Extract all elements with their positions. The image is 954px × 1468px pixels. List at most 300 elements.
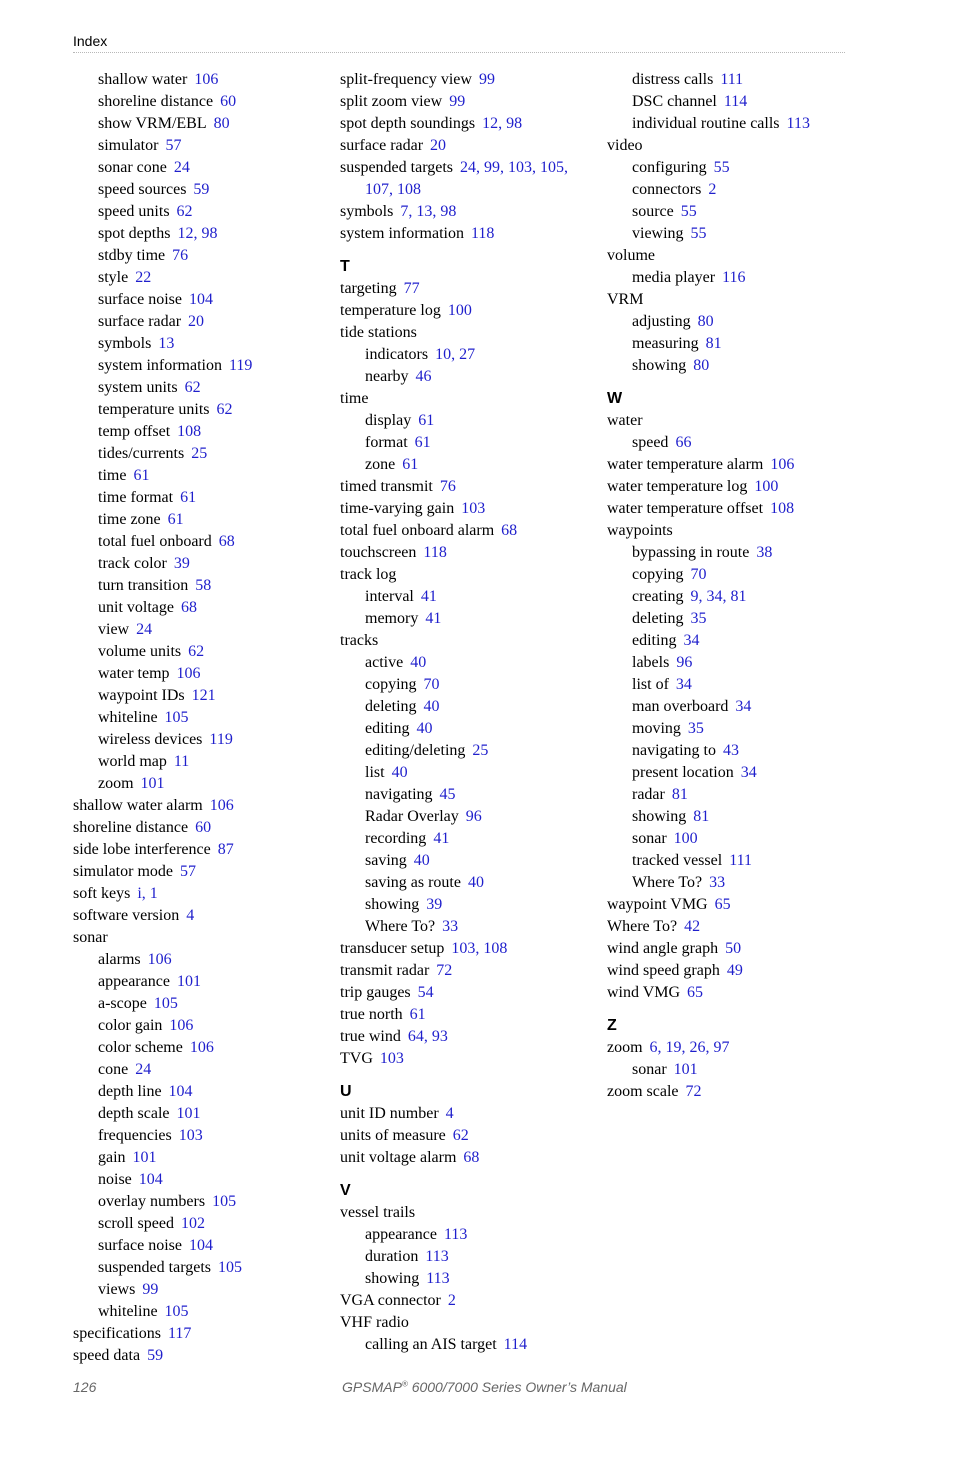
page-references bbox=[424, 676, 440, 693]
page-link[interactable]: 62 bbox=[452, 1127, 469, 1144]
page-link[interactable]: 114 bbox=[723, 93, 748, 110]
page-separator: , bbox=[193, 225, 202, 242]
index-term: speed bbox=[632, 434, 669, 451]
index-term: time bbox=[98, 467, 127, 484]
index-subentry bbox=[73, 1213, 318, 1235]
page-link[interactable]: 121 bbox=[191, 687, 216, 704]
page-link[interactable]: 105 bbox=[212, 1193, 237, 1210]
page-link[interactable]: 113 bbox=[426, 1270, 450, 1287]
page-link[interactable]: 98 bbox=[440, 203, 457, 220]
index-subentry bbox=[73, 575, 318, 597]
page-link[interactable]: 98 bbox=[506, 115, 523, 132]
page-link[interactable]: 57 bbox=[179, 863, 196, 880]
index-term: suspended targets bbox=[98, 1259, 212, 1276]
page-link[interactable]: 40 bbox=[416, 720, 433, 737]
index-subentry bbox=[340, 1268, 585, 1290]
page-link[interactable]: 113 bbox=[443, 1226, 468, 1243]
index-term: list of bbox=[632, 676, 669, 693]
index-subentry bbox=[340, 432, 585, 454]
page-link[interactable]: 24 bbox=[173, 159, 190, 176]
index-subentry bbox=[607, 564, 852, 586]
page-link[interactable]: 116 bbox=[722, 269, 746, 286]
page-link[interactable]: 40 bbox=[423, 698, 440, 715]
page-link[interactable]: 2 bbox=[447, 1292, 456, 1309]
index-entry bbox=[340, 476, 585, 498]
page-link[interactable]: 68 bbox=[180, 599, 197, 616]
page-link[interactable]: 119 bbox=[209, 731, 233, 748]
page-references bbox=[706, 335, 722, 352]
index-subentry bbox=[73, 1191, 318, 1213]
page-link[interactable]: 62 bbox=[176, 203, 193, 220]
page-references bbox=[727, 962, 743, 979]
page-link[interactable]: 99 bbox=[449, 93, 466, 110]
index-entry bbox=[607, 982, 852, 1004]
page-link[interactable]: 113 bbox=[786, 115, 810, 132]
page-link[interactable]: 119 bbox=[228, 357, 253, 374]
index-term: creating bbox=[632, 588, 684, 605]
page-references bbox=[650, 1039, 730, 1056]
page-separator: , bbox=[451, 346, 460, 363]
page-link[interactable]: 103 bbox=[451, 940, 476, 957]
page-link[interactable]: 40 bbox=[467, 874, 484, 891]
page-references bbox=[168, 511, 184, 528]
index-term: unit voltage alarm bbox=[340, 1149, 457, 1166]
index-term: spot depth soundings bbox=[340, 115, 476, 132]
page-references bbox=[693, 357, 709, 374]
page-link[interactable]: 24 bbox=[136, 621, 153, 638]
page-references bbox=[229, 357, 252, 374]
page-link[interactable]: 57 bbox=[165, 137, 182, 154]
page-references bbox=[504, 1336, 527, 1353]
page-references bbox=[471, 225, 494, 242]
page-link[interactable]: 4 bbox=[186, 907, 195, 924]
page-link[interactable]: 81 bbox=[671, 786, 688, 803]
page-link[interactable]: 99 bbox=[142, 1281, 159, 1298]
page-link[interactable]: 106 bbox=[770, 456, 795, 473]
page-references bbox=[442, 918, 458, 935]
page-link[interactable]: 101 bbox=[673, 1061, 698, 1078]
page-link[interactable]: 35 bbox=[690, 610, 707, 627]
index-subentry bbox=[607, 740, 852, 762]
index-term: saving as route bbox=[365, 874, 461, 891]
page-link[interactable]: 93 bbox=[431, 1028, 448, 1045]
page-link[interactable]: 24 bbox=[135, 1061, 152, 1078]
page-link[interactable]: 72 bbox=[436, 962, 453, 979]
page-references bbox=[177, 423, 201, 440]
index-entry bbox=[340, 1004, 585, 1026]
page-link[interactable]: 76 bbox=[439, 478, 456, 495]
page-link[interactable]: 101 bbox=[176, 973, 201, 990]
index-term: gain bbox=[98, 1149, 126, 1166]
page-link[interactable]: 27 bbox=[459, 346, 476, 363]
page-link[interactable]: 105 bbox=[164, 709, 189, 726]
page-link[interactable]: 113 bbox=[425, 1248, 449, 1265]
page-link[interactable]: 104 bbox=[188, 1237, 213, 1254]
index-subentry bbox=[607, 223, 852, 245]
page-link[interactable]: 80 bbox=[213, 115, 230, 132]
index-term: surface radar bbox=[98, 313, 182, 330]
page-link[interactable]: 102 bbox=[180, 1215, 205, 1232]
page-link[interactable]: 39 bbox=[426, 896, 443, 913]
page-link[interactable]: 104 bbox=[168, 1083, 193, 1100]
page-link[interactable]: 103 bbox=[461, 500, 486, 517]
index-entry bbox=[340, 520, 585, 542]
index-term: total fuel onboard alarm bbox=[340, 522, 495, 539]
index-subentry bbox=[73, 399, 318, 421]
index-entry bbox=[340, 542, 585, 564]
page-link[interactable]: 97 bbox=[713, 1039, 730, 1056]
page-link[interactable]: 70 bbox=[690, 566, 707, 583]
index-subentry bbox=[607, 828, 852, 850]
page-link[interactable]: 40 bbox=[413, 852, 430, 869]
index-entry bbox=[607, 245, 852, 267]
index-term: symbols bbox=[98, 335, 152, 352]
page-link[interactable]: 100 bbox=[673, 830, 698, 847]
page-link[interactable]: 6 bbox=[649, 1039, 658, 1056]
page-link[interactable]: 45 bbox=[439, 786, 456, 803]
page-link[interactable]: 103 bbox=[379, 1050, 404, 1067]
page-link[interactable]: 10 bbox=[435, 346, 452, 363]
index-term: speed sources bbox=[98, 181, 187, 198]
index-term: view bbox=[98, 621, 130, 638]
header-divider bbox=[73, 52, 845, 53]
page-references bbox=[770, 500, 794, 517]
page-references bbox=[691, 566, 707, 583]
page-link[interactable]: 100 bbox=[754, 478, 779, 495]
page-link[interactable]: 61 bbox=[402, 456, 419, 473]
index-term: zoom bbox=[98, 775, 134, 792]
page-link[interactable]: 105 bbox=[218, 1259, 243, 1276]
page-separator: , bbox=[141, 885, 150, 902]
page-link[interactable]: 34 bbox=[706, 588, 723, 605]
page-separator: , bbox=[657, 1039, 666, 1056]
index-term: temperature units bbox=[98, 401, 210, 418]
page-link[interactable]: 20 bbox=[188, 313, 205, 330]
index-subentry bbox=[73, 1125, 318, 1147]
page-references bbox=[436, 962, 452, 979]
index-subentry bbox=[73, 773, 318, 795]
page-link[interactable]: 98 bbox=[201, 225, 218, 242]
page-link[interactable]: 39 bbox=[173, 555, 190, 572]
page-link[interactable]: 13 bbox=[158, 335, 175, 352]
index-subentry bbox=[73, 993, 318, 1015]
page-separator: , bbox=[532, 159, 541, 176]
page-references bbox=[193, 181, 209, 198]
page-references bbox=[177, 203, 193, 220]
index-subentry bbox=[340, 652, 585, 674]
page-link[interactable]: 62 bbox=[216, 401, 233, 418]
page-link[interactable]: 96 bbox=[465, 808, 482, 825]
index-subentry bbox=[607, 91, 852, 113]
page-link[interactable]: 106 bbox=[147, 951, 172, 968]
page-references bbox=[418, 984, 434, 1001]
page-link[interactable]: 61 bbox=[180, 489, 197, 506]
page-link[interactable]: 103 bbox=[178, 1127, 203, 1144]
index-letter-heading: T bbox=[340, 258, 350, 275]
page-link[interactable]: 87 bbox=[217, 841, 234, 858]
page-link[interactable]: 96 bbox=[676, 654, 693, 671]
page-references bbox=[724, 93, 747, 110]
index-subentry bbox=[340, 454, 585, 476]
page-link[interactable]: 41 bbox=[420, 588, 437, 605]
page-link[interactable]: 118 bbox=[470, 225, 495, 242]
page-references bbox=[676, 654, 692, 671]
page-link[interactable]: 34 bbox=[735, 698, 752, 715]
index-term: shoreline distance bbox=[73, 819, 189, 836]
page-link[interactable]: 2 bbox=[708, 181, 717, 198]
page-link[interactable]: 34 bbox=[683, 632, 700, 649]
page-link[interactable]: 107 bbox=[365, 181, 389, 198]
page-link[interactable]: 104 bbox=[138, 1171, 163, 1188]
page-link[interactable]: 106 bbox=[194, 71, 219, 88]
page-link[interactable]: 46 bbox=[415, 368, 432, 385]
page-link[interactable]: 99 bbox=[484, 159, 501, 176]
page-references bbox=[440, 478, 456, 495]
index-entry bbox=[340, 1290, 585, 1312]
page-link[interactable]: 61 bbox=[167, 511, 184, 528]
page-link[interactable]: 68 bbox=[501, 522, 518, 539]
page-link[interactable]: 117 bbox=[167, 1325, 192, 1342]
page-link[interactable]: 24 bbox=[460, 159, 477, 176]
page-link[interactable]: 62 bbox=[184, 379, 201, 396]
page-references bbox=[169, 1017, 193, 1034]
page-link[interactable]: 111 bbox=[720, 71, 744, 88]
page-link[interactable]: 34 bbox=[740, 764, 757, 781]
index-term: editing bbox=[365, 720, 410, 737]
page-references bbox=[440, 786, 456, 803]
page-link[interactable]: 108 bbox=[483, 940, 508, 957]
index-term: editing bbox=[632, 632, 677, 649]
page-link[interactable]: 61 bbox=[418, 412, 435, 429]
page-link[interactable]: 25 bbox=[191, 445, 208, 462]
page-link[interactable]: 58 bbox=[195, 577, 212, 594]
index-entry bbox=[340, 135, 585, 157]
page-link[interactable]: 61 bbox=[133, 467, 150, 484]
page-references bbox=[691, 225, 707, 242]
index-term: show VRM/EBL bbox=[98, 115, 207, 132]
page-link[interactable]: 55 bbox=[713, 159, 730, 176]
page-references bbox=[674, 1061, 698, 1078]
page-references bbox=[133, 1149, 157, 1166]
page-link[interactable]: 41 bbox=[433, 830, 450, 847]
index-subentry bbox=[73, 443, 318, 465]
page-link[interactable]: 108 bbox=[177, 423, 202, 440]
index-term: editing/deleting bbox=[365, 742, 466, 759]
page-link[interactable]: 105 bbox=[540, 159, 565, 176]
page-link[interactable]: 106 bbox=[209, 797, 234, 814]
index-subentry bbox=[607, 806, 852, 828]
page-link[interactable]: 81 bbox=[705, 335, 722, 352]
page-link[interactable]: 81 bbox=[693, 808, 710, 825]
page-references bbox=[217, 401, 233, 418]
page-references bbox=[137, 885, 157, 902]
index-term: system units bbox=[98, 379, 178, 396]
page-link[interactable]: 59 bbox=[193, 181, 210, 198]
page-link[interactable]: 61 bbox=[409, 1006, 426, 1023]
index-subentry bbox=[340, 410, 585, 432]
manual-title-suffix: 6000/7000 Series Owner’s Manual bbox=[407, 1379, 627, 1395]
page-references bbox=[433, 830, 449, 847]
index-subentry bbox=[73, 1235, 318, 1257]
page-link[interactable]: 80 bbox=[693, 357, 710, 374]
page-link[interactable]: 65 bbox=[687, 984, 704, 1001]
index-subentry bbox=[73, 1147, 318, 1169]
page-link[interactable]: 108 bbox=[770, 500, 795, 517]
page-references bbox=[448, 1292, 456, 1309]
page-references bbox=[158, 335, 174, 352]
index-subentry bbox=[607, 696, 852, 718]
index-entry bbox=[340, 322, 585, 344]
index-entry bbox=[73, 1345, 318, 1367]
index-term: sonar bbox=[632, 830, 667, 847]
page-link[interactable]: 111 bbox=[729, 852, 752, 869]
page-link[interactable]: 33 bbox=[442, 918, 459, 935]
page-link[interactable]: 50 bbox=[725, 940, 742, 957]
page-link[interactable]: 101 bbox=[132, 1149, 157, 1166]
index-term: copying bbox=[632, 566, 684, 583]
page-link[interactable]: 114 bbox=[503, 1336, 528, 1353]
page-link[interactable]: 70 bbox=[423, 676, 440, 693]
page-link[interactable]: 9 bbox=[690, 588, 699, 605]
page-references bbox=[423, 544, 446, 561]
page-references bbox=[154, 995, 178, 1012]
page-link[interactable]: 12 bbox=[177, 225, 194, 242]
index-term: nearby bbox=[365, 368, 409, 385]
page-link[interactable]: 59 bbox=[147, 1347, 164, 1364]
page-link[interactable]: 61 bbox=[414, 434, 431, 451]
page-link[interactable]: 60 bbox=[195, 819, 212, 836]
page-link[interactable]: 49 bbox=[726, 962, 743, 979]
page-link[interactable]: 41 bbox=[425, 610, 442, 627]
page-link[interactable]: 54 bbox=[417, 984, 434, 1001]
page-link[interactable]: 34 bbox=[675, 676, 692, 693]
page-link[interactable]: 106 bbox=[176, 665, 201, 682]
index-term: time zone bbox=[98, 511, 161, 528]
index-term: shallow water alarm bbox=[73, 797, 203, 814]
index-entry bbox=[340, 1147, 585, 1169]
page-separator: , bbox=[705, 1039, 714, 1056]
page-references bbox=[735, 698, 751, 715]
page-link[interactable]: 81 bbox=[730, 588, 747, 605]
index-entry bbox=[73, 861, 318, 883]
page-references bbox=[195, 819, 211, 836]
page-references bbox=[479, 71, 495, 88]
page-references bbox=[400, 203, 456, 220]
index-subentry bbox=[73, 641, 318, 663]
page-link[interactable]: 60 bbox=[220, 93, 237, 110]
index-term: wind VMG bbox=[607, 984, 681, 1001]
page-link[interactable]: 1 bbox=[149, 885, 158, 902]
page-references bbox=[136, 621, 152, 638]
page-link[interactable]: 38 bbox=[756, 544, 773, 561]
page-link[interactable]: 33 bbox=[709, 874, 726, 891]
page-link[interactable]: 106 bbox=[169, 1017, 194, 1034]
page-link[interactable]: 40 bbox=[410, 654, 427, 671]
index-subentry bbox=[73, 1103, 318, 1125]
page-references bbox=[708, 181, 716, 198]
page-references bbox=[424, 698, 440, 715]
index-term: targeting bbox=[340, 280, 397, 297]
page-link[interactable]: 55 bbox=[690, 225, 707, 242]
page-link[interactable]: 72 bbox=[685, 1083, 702, 1100]
page-link[interactable]: 4 bbox=[445, 1105, 454, 1122]
page-link[interactable]: 22 bbox=[135, 269, 152, 286]
page-link[interactable]: 68 bbox=[218, 533, 235, 550]
page-link[interactable]: 40 bbox=[391, 764, 408, 781]
page-separator: , bbox=[500, 159, 509, 176]
index-term: waypoints bbox=[607, 522, 673, 539]
index-subentry bbox=[607, 179, 852, 201]
index-term: scroll speed bbox=[98, 1215, 174, 1232]
page-link[interactable]: 55 bbox=[680, 203, 697, 220]
page-references bbox=[220, 93, 236, 110]
page-link[interactable]: 77 bbox=[403, 280, 420, 297]
page-link[interactable]: 66 bbox=[675, 434, 692, 451]
page-link[interactable]: 13 bbox=[416, 203, 433, 220]
page-references bbox=[683, 632, 699, 649]
page-references bbox=[463, 1149, 479, 1166]
page-link[interactable]: 42 bbox=[684, 918, 701, 935]
page-link[interactable]: 103 bbox=[508, 159, 533, 176]
page-link[interactable]: 99 bbox=[478, 71, 495, 88]
index-term: symbols bbox=[340, 203, 394, 220]
page-link[interactable]: i bbox=[137, 885, 142, 902]
page-link[interactable]: 101 bbox=[176, 1105, 201, 1122]
page-references bbox=[714, 159, 730, 176]
page-references bbox=[451, 940, 507, 957]
page-link[interactable]: 20 bbox=[430, 137, 447, 154]
index-term: format bbox=[365, 434, 408, 451]
page-link[interactable]: 100 bbox=[447, 302, 472, 319]
index-term: appearance bbox=[98, 973, 170, 990]
page-link[interactable]: 35 bbox=[687, 720, 704, 737]
page-link[interactable]: 105 bbox=[164, 1303, 189, 1320]
index-term: measuring bbox=[632, 335, 699, 352]
page-link[interactable]: 62 bbox=[188, 643, 205, 660]
page-link[interactable]: 43 bbox=[722, 742, 739, 759]
index-term: video bbox=[607, 137, 643, 154]
page-references bbox=[715, 896, 731, 913]
index-term: total fuel onboard bbox=[98, 533, 212, 550]
page-link[interactable]: 80 bbox=[697, 313, 714, 330]
page-link[interactable]: 104 bbox=[188, 291, 213, 308]
page-link[interactable]: 101 bbox=[140, 775, 165, 792]
page-link[interactable]: 68 bbox=[463, 1149, 480, 1166]
page-link[interactable]: 65 bbox=[714, 896, 731, 913]
index-subentry bbox=[73, 553, 318, 575]
page-link[interactable]: 12 bbox=[482, 115, 499, 132]
page-link[interactable]: 106 bbox=[189, 1039, 214, 1056]
page-link[interactable]: 19 bbox=[665, 1039, 682, 1056]
page-link[interactable]: 64 bbox=[407, 1028, 424, 1045]
page-link[interactable]: 7 bbox=[400, 203, 409, 220]
page-link[interactable]: 11 bbox=[173, 753, 190, 770]
index-subentry bbox=[73, 1257, 318, 1279]
page-link[interactable]: 108 bbox=[397, 181, 421, 198]
index-entry bbox=[340, 201, 585, 223]
page-link[interactable]: 76 bbox=[172, 247, 189, 264]
index-subentry bbox=[607, 69, 852, 91]
page-separator: , bbox=[432, 203, 441, 220]
index-column-3 bbox=[607, 69, 852, 1103]
page-references bbox=[392, 764, 408, 781]
page-references bbox=[482, 115, 522, 132]
page-link[interactable]: 105 bbox=[153, 995, 178, 1012]
page-link[interactable]: 26 bbox=[689, 1039, 706, 1056]
page-link[interactable]: 25 bbox=[472, 742, 489, 759]
page-references bbox=[756, 544, 772, 561]
page-link[interactable]: 118 bbox=[423, 544, 447, 561]
